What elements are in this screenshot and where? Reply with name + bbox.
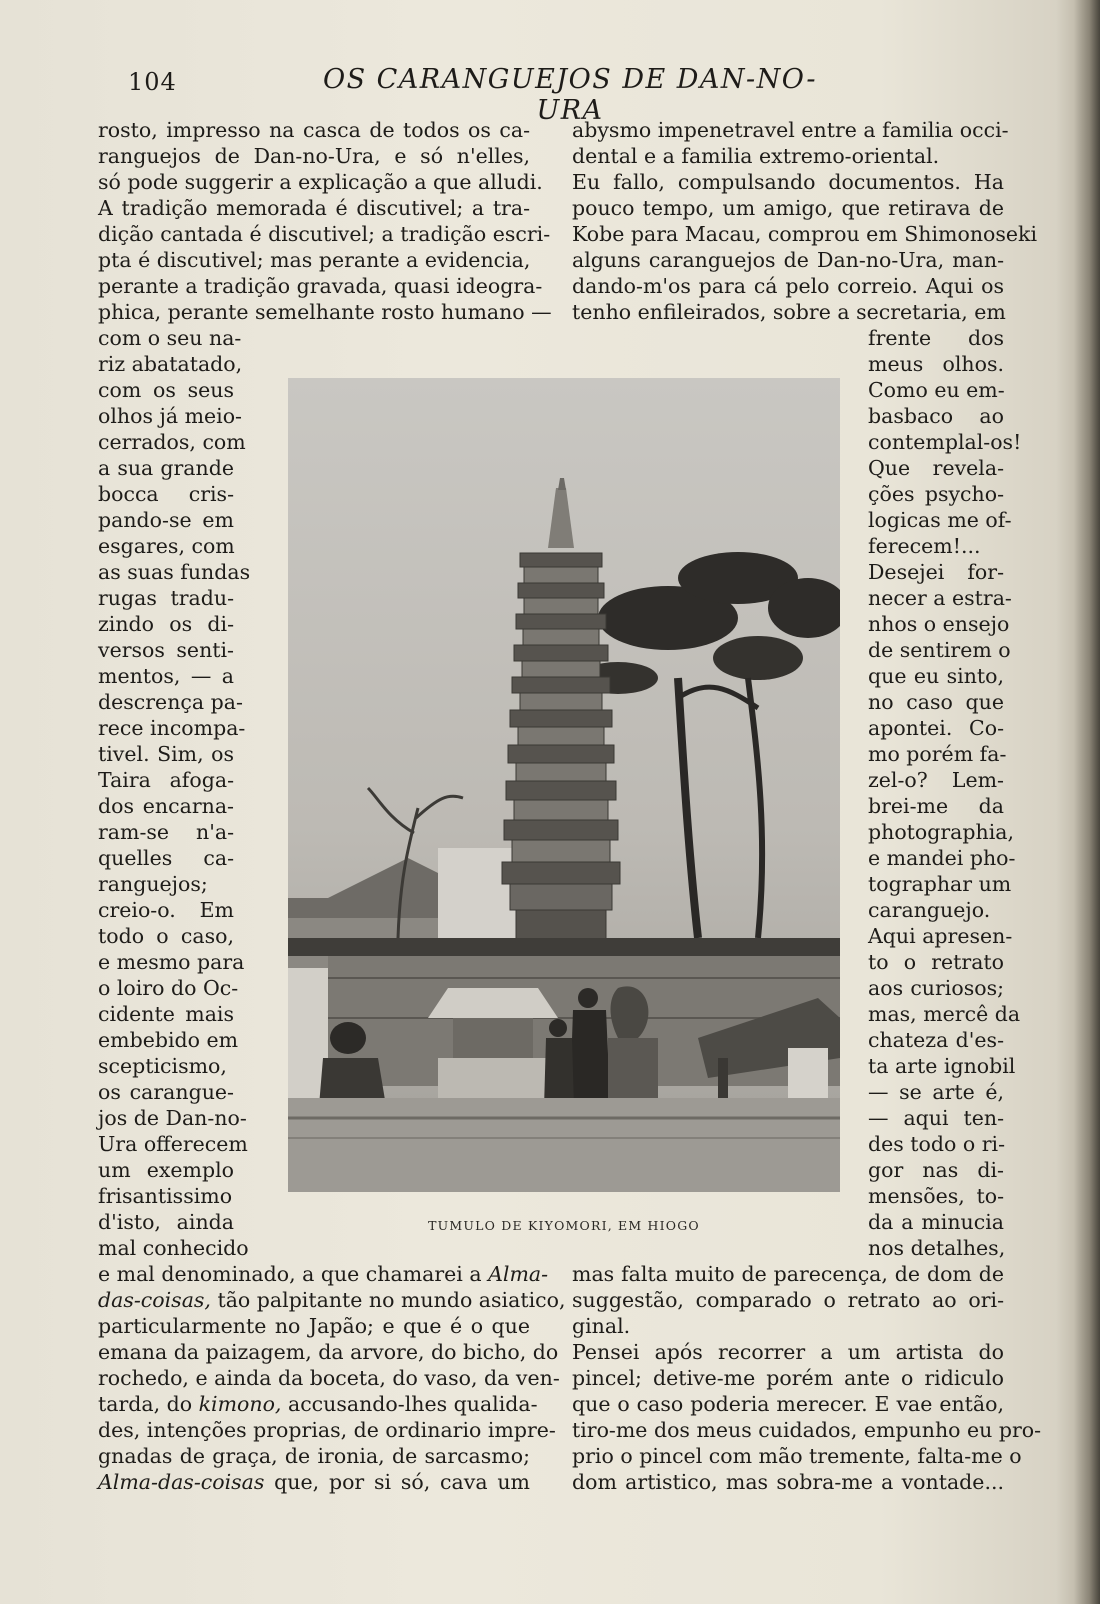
right-column-text-line: suggestão, comparado o retrato ao ori- [572,1288,1004,1312]
right-column-text-line: frente dos [868,326,1004,350]
running-title: OS CARANGUEJOS DE DAN-NO-URA [322,64,818,126]
left-column-text-line: rosto, impresso na casca de todos os ca- [98,118,530,142]
right-column-text-line: apontei. Co- [868,716,1004,740]
right-column-text-line: to o retrato [868,950,1004,974]
left-column-text-line: des, intenções proprias, de ordinario impre- [98,1418,556,1442]
right-column-text-line: da a minucia [868,1210,1004,1234]
right-column-text-line: Aqui apresen- [868,924,1013,948]
right-column-text-line: nos detalhes, [868,1236,1006,1260]
right-column-text-line: tiro-me dos meus cuidados, empunho eu pro- [572,1418,1042,1442]
left-column-text-line: os carangue- [98,1080,234,1104]
left-column-text-line: quelles ca- [98,846,234,870]
right-column-text-line: tographar um [868,872,1012,896]
left-column-text-line: rochedo, e ainda da boceta, do vaso, da ven- [98,1366,560,1390]
right-column-text-line: chateza d'es- [868,1028,1004,1052]
left-column-text-line: com os seus [98,378,234,402]
left-column-text-line: das-coisas, tão palpitante no mundo asiatico, [98,1288,566,1312]
right-column-text-line: zel-o? Lem- [868,768,1004,792]
left-column-text-line: bocca cris- [98,482,234,506]
left-column-text-line: dos encarna- [98,794,234,818]
right-column-text-line: mensões, to- [868,1184,1004,1208]
left-column-text-line: versos senti- [98,638,234,662]
right-column-text-line: brei-me da [868,794,1004,818]
right-column-text-line: nhos o ensejo [868,612,1010,636]
left-column-text-line: mal conhecido [98,1236,249,1260]
left-column-text-line: e mal denominado, a que chamarei a Alma- [98,1262,549,1286]
left-column-text-line: esgares, com [98,534,235,558]
page-header [0,64,1100,126]
left-column-text-line: Taira afoga- [98,768,234,792]
left-column-text-line: Alma-das-coisas que, por si só, cava um [98,1470,530,1494]
left-column-text-line: mentos, — a [98,664,234,688]
right-column-text-line: gor nas di- [868,1158,1004,1182]
right-column-text-line: — aqui ten- [868,1106,1004,1130]
left-column-text-line: d'isto, ainda [98,1210,234,1234]
left-column-text-line: rugas tradu- [98,586,234,610]
left-column-text-line: e mesmo para [98,950,245,974]
right-column-text-line: dando-m'os para cá pelo correio. Aqui os [572,274,1004,298]
right-column-text-line: no caso que [868,690,1004,714]
right-column-text-line: aos curiosos; [868,976,1004,1000]
left-column-text-line: todo o caso, [98,924,234,948]
figure-caption: TUMULO DE KIYOMORI, EM HIOGO [428,1218,700,1233]
left-column-text-line: ranguejos de Dan-no-Ura, e só n'elles, [98,144,530,168]
page-spine-shadow [1074,0,1100,1604]
right-column-text-line: basbaco ao [868,404,1004,428]
right-column-text-line: e mandei pho- [868,846,1016,870]
right-column-text-line: necer a estra- [868,586,1012,610]
left-column-text-line: pando-se em [98,508,234,532]
left-column-text-line: frisantissimo [98,1184,233,1208]
right-column-text-line: pincel; detive-me porém ante o ridiculo [572,1366,1004,1390]
right-column-text-line: ginal. [572,1314,631,1338]
right-column-text-line: pouco tempo, um amigo, que retirava de [572,196,1004,220]
left-column-text-line: o loiro do Oc- [98,976,239,1000]
left-column-text-line: riz abatatado, [98,352,243,376]
right-column-text-line: mas falta muito de parecença, de dom de [572,1262,1004,1286]
left-column-text-line: descrença pa- [98,690,243,714]
right-column-text-line: contemplal-os! [868,430,1022,454]
left-column-text-line: zindo os di- [98,612,234,636]
right-column-text-line: Que revela- [868,456,1004,480]
right-column-text-line: Eu fallo, compulsando documentos. Ha [572,170,1004,194]
left-column-text-line: creio-o. Em [98,898,234,922]
left-column-text-line: olhos já meio- [98,404,242,428]
left-column-text-line: jos de Dan-no- [98,1106,247,1130]
right-column-text-line: Pensei após recorrer a um artista do [572,1340,1004,1364]
left-column-text-line: particularmente no Japão; e que é o que [98,1314,530,1338]
left-column-text-line: ram-se n'a- [98,820,234,844]
pagoda-photograph [288,378,840,1192]
left-column-text-line: a sua grande [98,456,234,480]
left-column-text-line: scepticismo, [98,1054,227,1078]
left-column-text-line: rece incompa- [98,716,246,740]
left-column-text-line: phica, perante semelhante rosto humano — [98,300,552,324]
right-column-text-line: meus olhos. [868,352,1004,376]
right-column-text-line: — se arte é, [868,1080,1004,1104]
right-column-text-line: dom artistico, mas sobra-me a vontade... [572,1470,1004,1494]
right-column-text-line: tenho enfileirados, sobre a secretaria, em [572,300,1006,324]
left-column-text-line: perante a tradição gravada, quasi ideogra- [98,274,543,298]
left-column-text-line: pta é discutivel; mas perante a evidencia, [98,248,531,272]
right-column-text-line: Como eu em- [868,378,1005,402]
right-column-text-line: ções psycho- [868,482,1004,506]
right-column-text-line: des todo o ri- [868,1132,1005,1156]
left-column-text-line: emana da paizagem, da arvore, do bicho, do [98,1340,559,1364]
right-column-text-line: abysmo impenetravel entre a familia occi- [572,118,1009,142]
left-column-text-line: com o seu na- [98,326,242,350]
right-column-text-line: mas, mercê da [868,1002,1021,1026]
right-column-text-line: que o caso poderia merecer. E vae então, [572,1392,1004,1416]
right-column-text-line: logicas me of- [868,508,1012,532]
right-column-text-line: alguns caranguejos de Dan-no-Ura, man- [572,248,1004,272]
right-column-text-line: caranguejo. [868,898,991,922]
right-column-text-line: mo porém fa- [868,742,1007,766]
left-column-text-line: ranguejos; [98,872,208,896]
right-column-text-line: photographia, [868,820,1015,844]
left-column-text-line: tarda, do kimono, accusando-lhes qualida- [98,1392,538,1416]
left-column-text-line: um exemplo [98,1158,234,1182]
right-column-text-line: de sentirem o [868,638,1011,662]
right-column-text-line: ta arte ignobil [868,1054,1016,1078]
left-column-text-line: Ura offerecem [98,1132,248,1156]
right-column-text-line: que eu sinto, [868,664,1004,688]
right-column-text-line: Kobe para Macau, comprou em Shimonoseki [572,222,1038,246]
right-column-text-line: ferecem!... [868,534,981,558]
left-column-text-line: A tradição memorada é discutivel; a tra- [98,196,530,220]
left-column-text-line: embebido em [98,1028,239,1052]
left-column-text-line: cidente mais [98,1002,234,1026]
right-column-text-line: dental e a familia extremo-oriental. [572,144,940,168]
page-number: 104 [128,68,177,96]
left-column-text-line: as suas fundas [98,560,251,584]
left-column-text-line: só pode suggerir a explicação a que alludi. [98,170,543,194]
pagoda-photo-illustration [288,378,840,1192]
left-column-text-line: gnadas de graça, de ironia, de sarcasmo; [98,1444,530,1468]
right-column-text-line: Desejei for- [868,560,1004,584]
left-column-text-line: cerrados, com [98,430,246,454]
left-column-text-line: tivel. Sim, os [98,742,234,766]
left-column-text-line: dição cantada é discutivel; a tradição escri- [98,222,551,246]
right-column-text-line: prio o pincel com mão tremente, falta-me o [572,1444,1022,1468]
